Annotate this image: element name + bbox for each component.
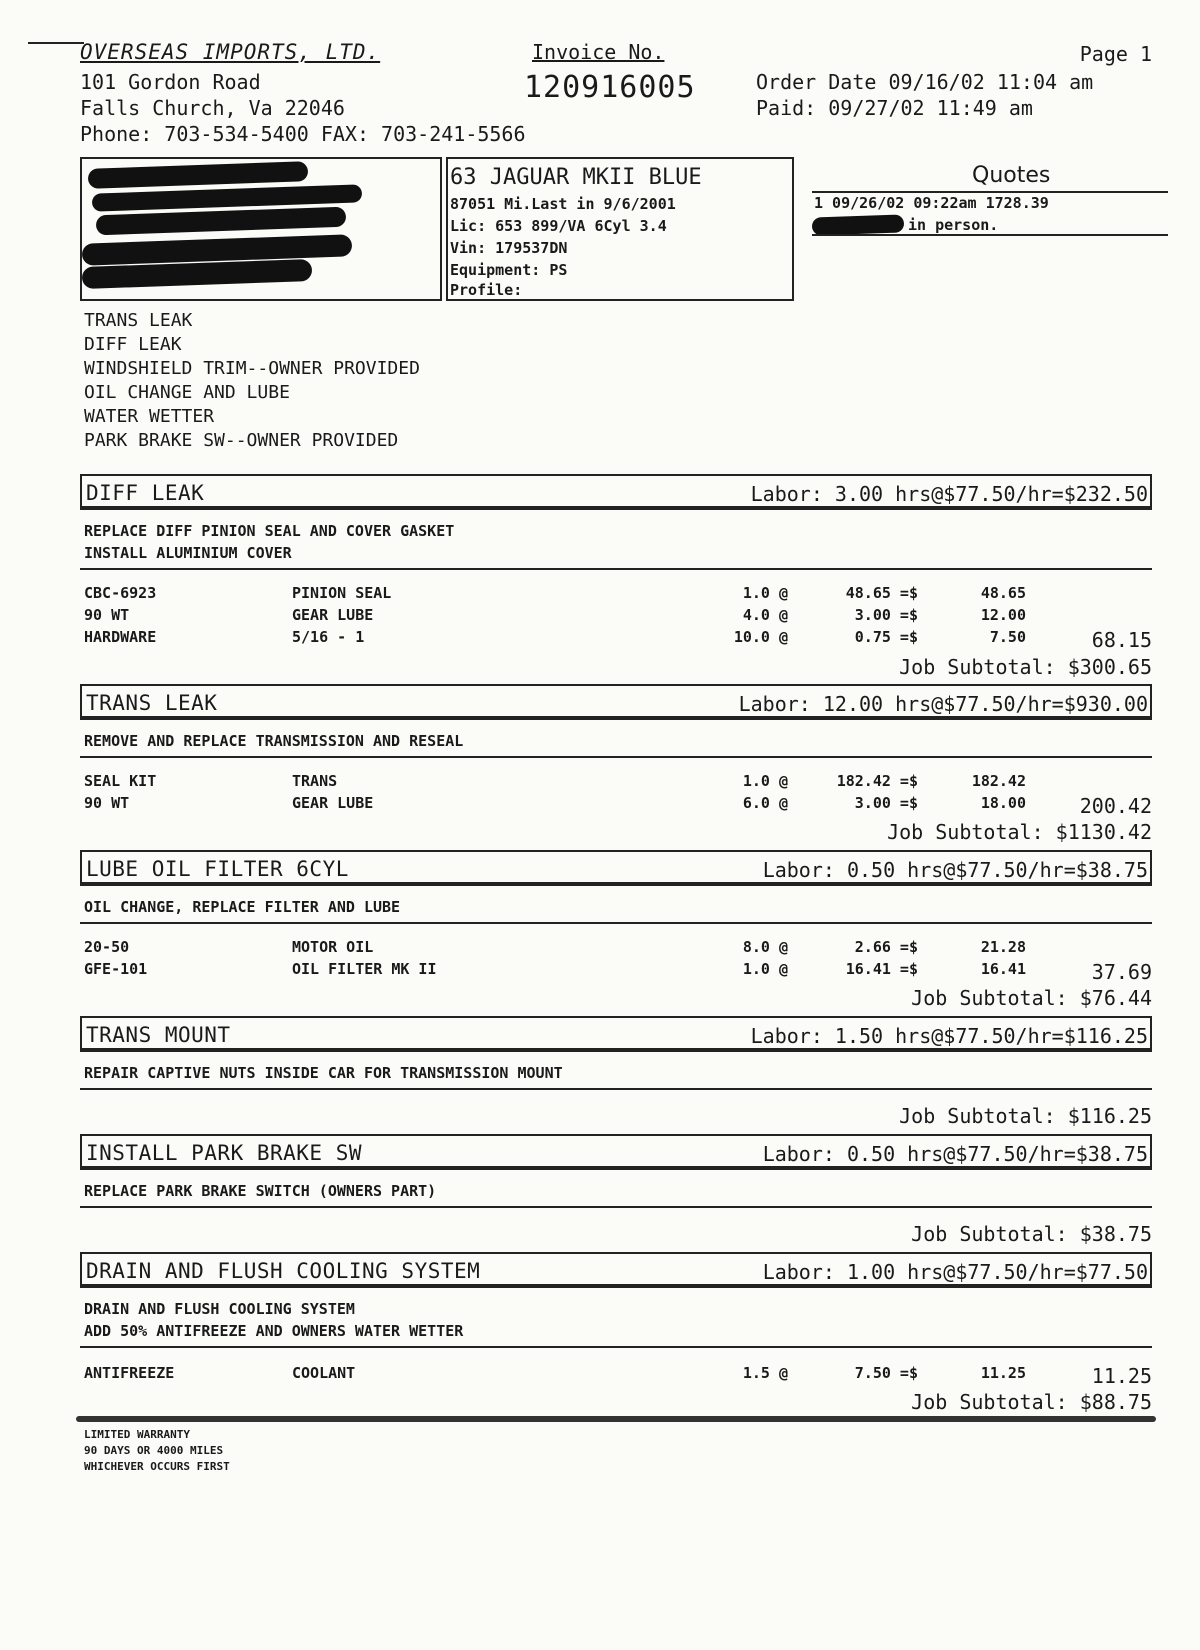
invoice-label: Invoice No. (532, 40, 665, 64)
part-ext: 48.65 (980, 584, 1026, 602)
job-header (80, 850, 1152, 886)
vehicle-mileage: 87051 Mi.Last in 9/6/2001 (450, 195, 676, 213)
part-price: 48.65 =$ (845, 584, 918, 602)
job-subtotal: Job Subtotal: $300.65 (899, 655, 1152, 679)
part-name: OIL FILTER MK II (292, 960, 437, 978)
part-name: GEAR LUBE (292, 606, 374, 624)
job-labor: Labor: 3.00 hrs@$77.50/hr=$232.50 (750, 482, 1148, 506)
company-phone: Phone: 703-534-5400 FAX: 703-241-5566 (80, 122, 526, 146)
part-code: GFE-101 (84, 960, 148, 978)
job-header (80, 1134, 1152, 1170)
job-header (80, 474, 1152, 510)
parts-total: 11.25 (1091, 1364, 1152, 1388)
part-price: 16.41 =$ (845, 960, 918, 978)
part-price: 3.00 =$ (854, 794, 918, 812)
job-description: OIL CHANGE, REPLACE FILTER AND LUBE (84, 898, 401, 916)
job-labor: Labor: 0.50 hrs@$77.50/hr=$38.75 (762, 1142, 1148, 1166)
job-labor: Labor: 12.00 hrs@$77.50/hr=$930.00 (738, 692, 1148, 716)
part-ext: 7.50 (989, 628, 1026, 646)
part-name: COOLANT (292, 1364, 356, 1382)
part-code: 90 WT (84, 794, 130, 812)
job-labor: Labor: 1.00 hrs@$77.50/hr=$77.50 (762, 1260, 1148, 1284)
complaint-item: OIL CHANGE AND LUBE (84, 382, 290, 403)
company-name: OVERSEAS IMPORTS, LTD. (80, 40, 381, 64)
complaint-item: DIFF LEAK (84, 334, 182, 355)
part-name: TRANS (292, 772, 338, 790)
part-price: 182.42 =$ (836, 772, 918, 790)
page-number: Page 1 (1079, 42, 1152, 66)
part-ext: 21.28 (980, 938, 1026, 956)
warranty-line: 90 DAYS OR 4000 MILES (84, 1444, 224, 1457)
parts-total: 68.15 (1091, 628, 1152, 652)
part-ext: 12.00 (980, 606, 1026, 624)
part-code: 90 WT (84, 606, 130, 624)
part-code: CBC-6923 (84, 584, 157, 602)
job-labor: Labor: 1.50 hrs@$77.50/hr=$116.25 (750, 1024, 1148, 1048)
divider (80, 756, 1152, 758)
vehicle-profile: Profile: (450, 281, 523, 299)
redaction (88, 161, 309, 189)
job-title: LUBE OIL FILTER 6CYL (86, 857, 349, 881)
part-name: PINION SEAL (292, 584, 392, 602)
complaint-item: WINDSHIELD TRIM--OWNER PROVIDED (84, 358, 420, 379)
divider (80, 568, 1152, 570)
warranty-line: WHICHEVER OCCURS FIRST (84, 1460, 230, 1473)
part-qty: 1.0 @ (742, 584, 788, 602)
part-ext: 18.00 (980, 794, 1026, 812)
job-description: ADD 50% ANTIFREEZE AND OWNERS WATER WETTER (84, 1322, 464, 1340)
job-description: REMOVE AND REPLACE TRANSMISSION AND RESEAL (84, 732, 464, 750)
job-header (80, 1016, 1152, 1052)
part-name: GEAR LUBE (292, 794, 374, 812)
invoice-number: 120916005 (524, 70, 696, 105)
parts-total: 200.42 (1079, 794, 1152, 818)
divider (80, 1206, 1152, 1208)
part-code: SEAL KIT (84, 772, 157, 790)
part-qty: 8.0 @ (742, 938, 788, 956)
paid-date: Paid: 09/27/02 11:49 am (756, 96, 1033, 120)
part-ext: 182.42 (971, 772, 1026, 790)
part-code: 20-50 (84, 938, 130, 956)
job-subtotal: Job Subtotal: $76.44 (911, 986, 1152, 1010)
job-description: REPLACE DIFF PINION SEAL AND COVER GASKET (84, 522, 455, 540)
quotes-title: Quotes (972, 163, 1051, 188)
part-price: 0.75 =$ (854, 628, 918, 646)
header-mark (28, 42, 84, 44)
job-subtotal: Job Subtotal: $38.75 (911, 1222, 1152, 1246)
job-description: REPAIR CAPTIVE NUTS INSIDE CAR FOR TRANSMISSION MOUNT (84, 1064, 563, 1082)
part-qty: 1.0 @ (742, 772, 788, 790)
part-code: ANTIFREEZE (84, 1364, 175, 1382)
part-name: 5/16 - 1 (292, 628, 365, 646)
job-title: TRANS MOUNT (86, 1023, 231, 1047)
divider (80, 1088, 1152, 1090)
vehicle-equipment: Equipment: PS (450, 261, 568, 279)
warranty-line: LIMITED WARRANTY (84, 1428, 190, 1441)
redaction (96, 207, 347, 236)
parts-total: 37.69 (1091, 960, 1152, 984)
customer-box (80, 157, 442, 301)
quotes-rule (812, 191, 1168, 193)
job-subtotal: Job Subtotal: $88.75 (911, 1390, 1152, 1414)
job-description: REPLACE PARK BRAKE SWITCH (OWNERS PART) (84, 1182, 437, 1200)
job-title: TRANS LEAK (86, 691, 218, 715)
quote-line: 1 09/26/02 09:22am 1728.39 (814, 194, 1049, 212)
footer-bar (76, 1416, 1156, 1422)
divider (80, 922, 1152, 924)
vehicle-license: Lic: 653 899/VA 6Cyl 3.4 (450, 217, 667, 235)
part-qty: 10.0 @ (733, 628, 788, 646)
part-code: HARDWARE (84, 628, 157, 646)
job-header (80, 684, 1152, 720)
order-date: Order Date 09/16/02 11:04 am (756, 70, 1094, 94)
complaint-item: TRANS LEAK (84, 310, 193, 331)
job-title: DIFF LEAK (86, 481, 205, 505)
job-subtotal: Job Subtotal: $1130.42 (887, 820, 1152, 844)
part-ext: 16.41 (980, 960, 1026, 978)
part-name: MOTOR OIL (292, 938, 374, 956)
vehicle-box (446, 157, 794, 301)
part-qty: 1.0 @ (742, 960, 788, 978)
job-labor: Labor: 0.50 hrs@$77.50/hr=$38.75 (762, 858, 1148, 882)
quotes-rule (812, 234, 1168, 236)
company-address-2: Falls Church, Va 22046 (80, 96, 345, 120)
job-header (80, 1252, 1152, 1288)
complaint-item: PARK BRAKE SW--OWNER PROVIDED (84, 430, 399, 451)
redaction (812, 214, 905, 235)
vehicle-vin: Vin: 179537DN (450, 239, 568, 257)
part-qty: 6.0 @ (742, 794, 788, 812)
part-ext: 11.25 (980, 1364, 1026, 1382)
job-title: INSTALL PARK BRAKE SW (86, 1141, 363, 1165)
divider (80, 1346, 1152, 1348)
job-description: DRAIN AND FLUSH COOLING SYSTEM (84, 1300, 355, 1318)
job-subtotal: Job Subtotal: $116.25 (899, 1104, 1152, 1128)
redaction (82, 234, 353, 265)
part-price: 2.66 =$ (854, 938, 918, 956)
company-address-1: 101 Gordon Road (80, 70, 261, 94)
part-qty: 4.0 @ (742, 606, 788, 624)
job-description: INSTALL ALUMINIUM COVER (84, 544, 292, 562)
part-qty: 1.5 @ (742, 1364, 788, 1382)
quote-note: in person. (908, 216, 999, 234)
job-title: DRAIN AND FLUSH COOLING SYSTEM (86, 1259, 481, 1283)
complaint-item: WATER WETTER (84, 406, 215, 427)
part-price: 7.50 =$ (854, 1364, 918, 1382)
part-price: 3.00 =$ (854, 606, 918, 624)
vehicle-title: 63 JAGUAR MKII BLUE (450, 165, 702, 190)
